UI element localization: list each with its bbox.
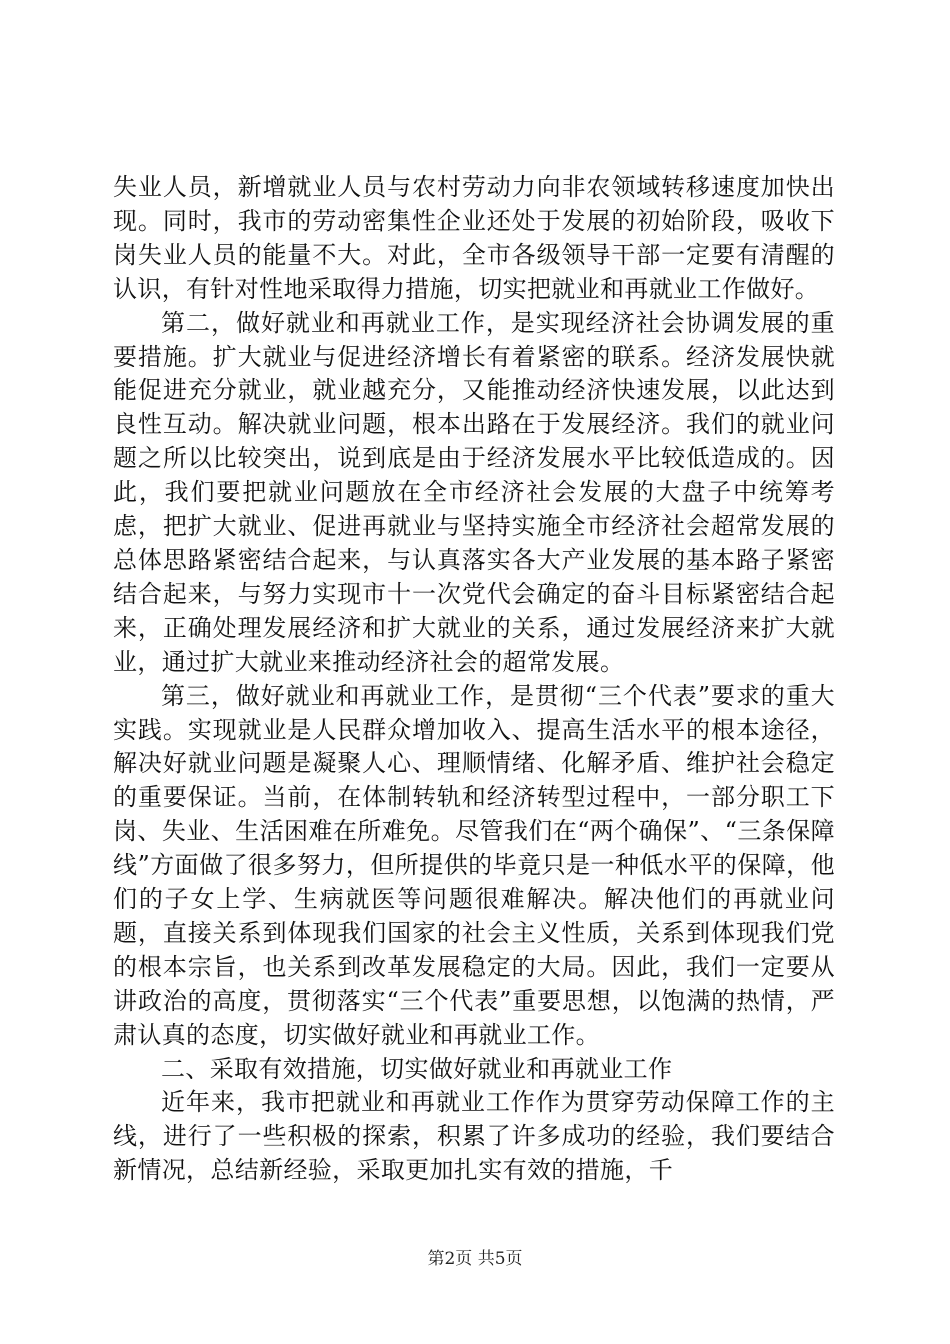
section-heading: 二、采取有效措施，切实做好就业和再就业工作 — [161, 1054, 673, 1083]
paragraph-continuation: 失业人员，新增就业人员与农村劳动力向非农领域转移速度加快出现。同时，我市的劳动密集性企业还处于发展的初始阶段，吸收下岗失业人员的能量不大。对此，全市各级领导干部一定要有清醒的认识，有针对性地采取得力措施，切实把就业和再就业工作做好。 — [113, 173, 835, 303]
paragraph-third-point: 第三，做好就业和再就业工作，是贯彻“三个代表”要求的重大实践。实现就业是人民群众增加收入、提高生活水平的根本途径，解决好就业问题是凝聚人心、理顺情绪、化解矛盾、维护社会稳定的重要保证。当前，在体制转轨和经济转型过程中，一部分职工下岗、失业、生活困难在所难免。尽管我们在“两个确保”、“三条保障线”方面做了很多努力，但所提供的毕竟只是一种低水平的保障，他们的子女上学、生病就医等问题很难解决。解决他们的再就业问题，直接关系到体现我们国家的社会主义性质，关系到体现我们党的根本宗旨，也关系到改革发展稳定的大局。因此，我们一定要从讲政治的高度，贯彻落实“三个代表”重要思想，以饱满的热情，严肃认真的态度，切实做好就业和再就业工作。 — [113, 681, 835, 1049]
page-number-footer: 第2页 共5页 — [427, 1249, 523, 1269]
paragraph-recent-years: 近年来，我市把就业和再就业工作作为贯穿劳动保障工作的主线，进行了一些积极的探索，积累了许多成功的经验，我们要结合新情况，总结新经验，采取更加扎实有效的措施，千 — [113, 1088, 835, 1185]
paragraph-second-point: 第二，做好就业和再就业工作，是实现经济社会协调发展的重要措施。扩大就业与促进经济增长有着紧密的联系。经济发展快就能促进充分就业，就业越充分，又能推动经济快速发展，以此达到良性互动。解决就业问题，根本出路在于发展经济。我们的就业问题之所以比较突出，说到底是由于经济发展水平比较低造成的。因此，我们要把就业问题放在全市经济社会发展的大盘子中统筹考虑，把扩大就业、促进再就业与坚持实施全市经济社会超常发展的总体思路紧密结合起来，与认真落实各大产业发展的基本路子紧密结合起来，与努力实现市十一次党代会确定的奋斗目标紧密结合起来，正确处理发展经济和扩大就业的关系，通过发展经济来扩大就业，通过扩大就业来推动经济社会的超常发展。 — [113, 308, 835, 676]
document-body — [113, 171, 835, 1188]
